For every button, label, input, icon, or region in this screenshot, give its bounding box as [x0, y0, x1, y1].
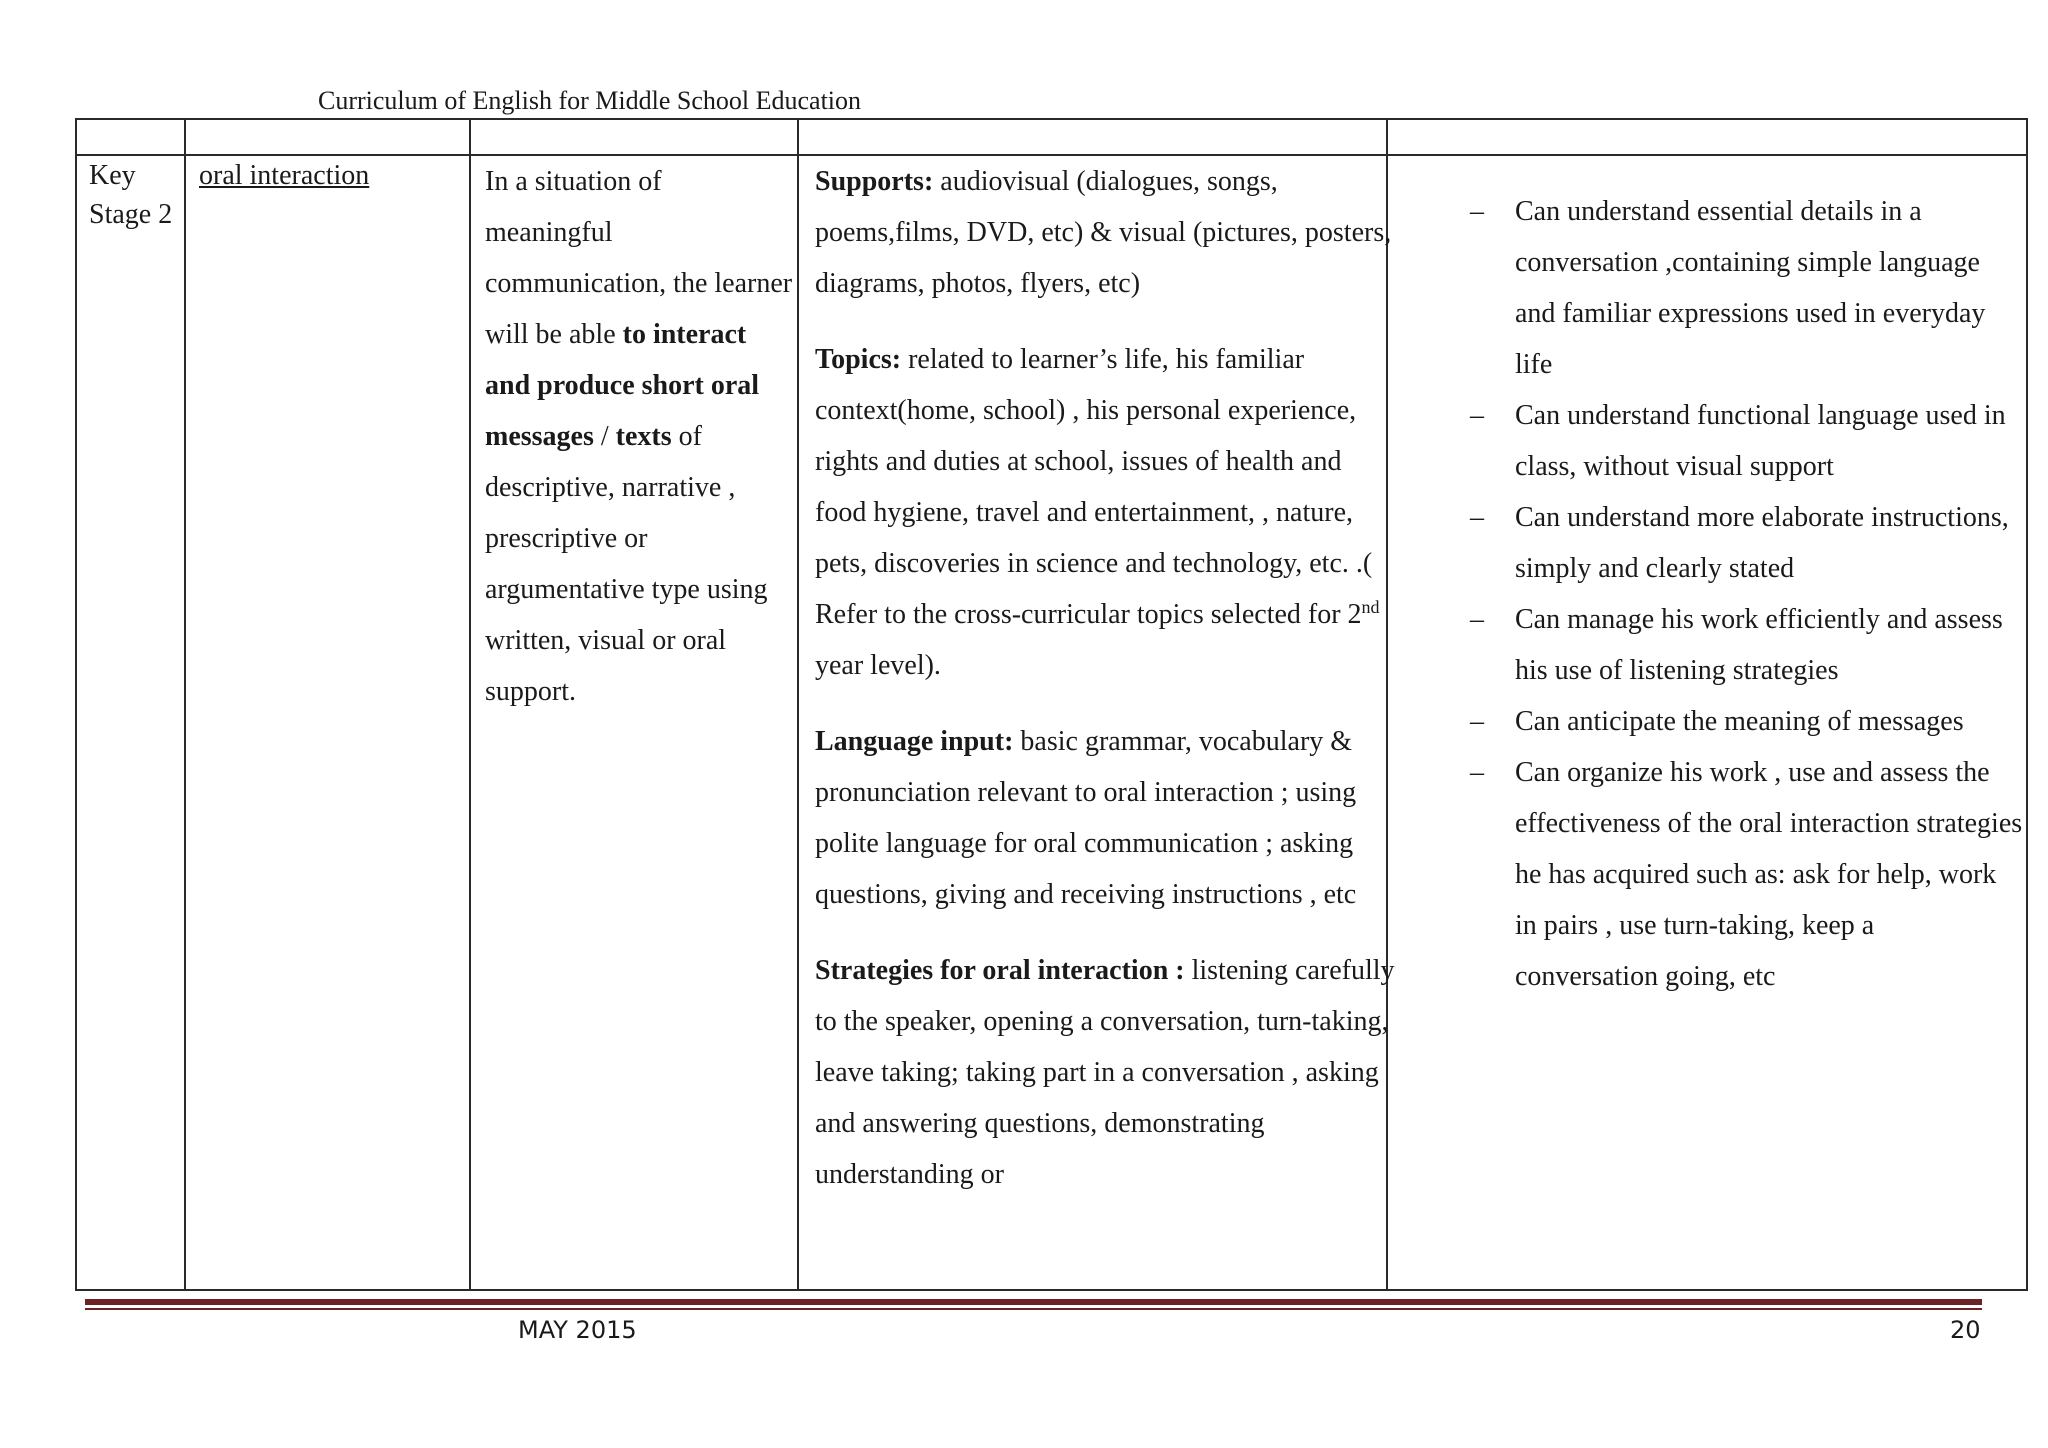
strategies-text: listening carefully to the speaker, opening a conversation, turn-taking, leave taking; taking part in a conversation , asking and answering questions, demonstrating understanding or — [815, 955, 1395, 1190]
outcome-text: Can understand essential details in a conversation ,containing simple language and familiar expressions used in everyday life — [1515, 196, 1986, 380]
competency-intro: In a situation of meaningful communication, the learner will be able — [485, 166, 793, 350]
outcome-text: Can organize his work , use and assess the effectiveness of the oral interaction strategies he has acquired such as: ask for help, work in pairs , use turn-taking, keep a conversation going, etc — [1515, 757, 2023, 992]
language-input-text: basic grammar, vocabulary & pronunciation relevant to oral interaction ; using polite language for oral communication ; asking questions, giving and receiving instructions , etc — [815, 726, 1357, 910]
dash-bullet-icon: – — [1470, 400, 1484, 431]
outcomes-cell — [1470, 186, 2023, 1002]
topics-label: Topics: — [815, 344, 902, 375]
outcome-text: Can understand more elaborate instructions, simply and clearly stated — [1515, 502, 2009, 584]
competency-rest: of descriptive, narrative , prescriptive or argumentative type using written, visual or oral support. — [485, 421, 768, 707]
column-divider-1 — [184, 120, 186, 1289]
language-input-paragraph — [815, 716, 1395, 920]
domain-cell — [199, 156, 469, 195]
list-item — [1470, 696, 2023, 747]
footer-rule-thick — [85, 1299, 1982, 1305]
competency-key-phrase: to interact and produce short oral messages — [485, 319, 760, 452]
list-item — [1470, 747, 2023, 1002]
list-item — [1470, 390, 2023, 492]
footer-rule-thin — [85, 1308, 1982, 1310]
supports-text: audiovisual (dialogues, songs, poems,films, DVD, etc) & visual (pictures, posters, diagrams, photos, flyers, etc) — [815, 166, 1392, 299]
document-header-title: Curriculum of English for Middle School Education — [318, 86, 862, 115]
outcome-text: Can understand functional language used in class, without visual support — [1515, 400, 2006, 482]
column-divider-2 — [469, 120, 471, 1289]
topics-end: year level). — [815, 650, 941, 681]
competency-texts: texts — [615, 421, 672, 452]
topics-paragraph — [815, 334, 1395, 691]
topics-text: related to learner’s life, his familiar context(home, school) , his personal experience, rights and duties at school, issues of health and food hygiene, travel and entertainment, , nature, pets, discoveries in science and technology, etc. .( Refer to the cross-curricular topics selected for 2 — [815, 344, 1373, 630]
outcome-text: Can anticipate the meaning of messages — [1515, 706, 1964, 737]
list-item — [1470, 186, 2023, 390]
dash-bullet-icon: – — [1470, 502, 1484, 533]
outcome-text: Can manage his work efficiently and assess his use of listening strategies — [1515, 604, 2003, 686]
page-number: 20 — [1950, 1316, 1981, 1344]
list-item — [1470, 594, 2023, 696]
competency-slash: / — [593, 421, 616, 452]
footer-date: MAY 2015 — [518, 1316, 637, 1344]
column-divider-3 — [797, 120, 799, 1289]
supports-paragraph — [815, 156, 1395, 309]
stage-cell: Key Stage 2 — [89, 160, 173, 230]
outcomes-list — [1470, 186, 2023, 1002]
strategies-label: Strategies for oral interaction : — [815, 955, 1185, 986]
content-cell — [815, 156, 1395, 1225]
dash-bullet-icon: – — [1470, 706, 1484, 737]
dash-bullet-icon: – — [1470, 196, 1484, 227]
topics-ordinal-suffix: nd — [1361, 597, 1380, 617]
competency-cell — [485, 156, 795, 717]
language-input-label: Language input: — [815, 726, 1014, 757]
supports-label: Supports: — [815, 166, 934, 197]
dash-bullet-icon: – — [1470, 604, 1484, 635]
strategies-paragraph — [815, 945, 1395, 1200]
dash-bullet-icon: – — [1470, 757, 1484, 788]
domain-label: oral interaction — [199, 160, 370, 191]
list-item — [1470, 492, 2023, 594]
curriculum-table — [75, 118, 2028, 1291]
